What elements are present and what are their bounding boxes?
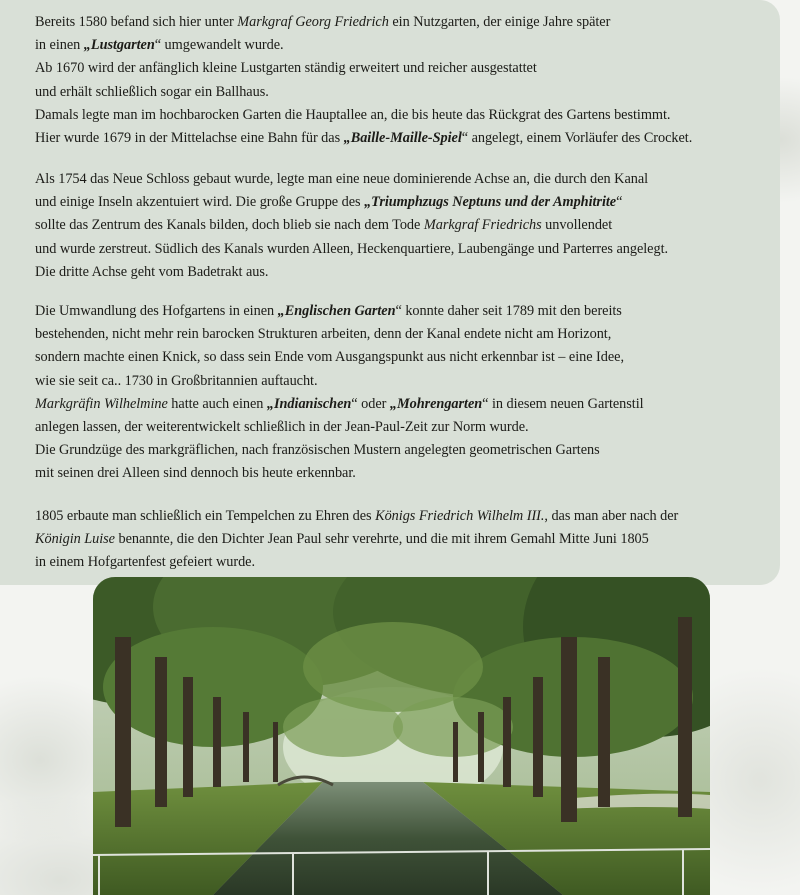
text-span: “ oder <box>351 395 390 412</box>
text-emphasis: „Baille-Maille-Spiel <box>343 130 462 147</box>
text-span: unvollendet <box>541 217 613 234</box>
text-line <box>35 34 780 57</box>
text-line: sondern machte einen Knick, so dass sein Ende vom Ausgangspunkt aus nicht erkennbar ist – eine Idee, <box>35 349 624 366</box>
text-line <box>35 528 780 551</box>
text-span: hatte auch einen <box>167 395 267 412</box>
text-line: Als 1754 das Neue Schloss gebaut wurde, legte man eine neue dominierende Achse an, die durch den Kanal <box>35 171 649 187</box>
garden-canal-illustration <box>93 577 710 895</box>
paragraph-history-1789 <box>35 300 780 486</box>
text-line: wie sie seit ca.. 1730 in Großbritannien auftaucht. <box>35 372 318 389</box>
text-span: und einige Inseln akzentuiert wird. Die große Gruppe des <box>35 194 365 211</box>
text-span: 1805 erbaute man schließlich ein Tempelchen zu Ehren des <box>35 508 376 524</box>
paragraph-history-1805 <box>35 505 780 575</box>
text-emphasis: „Lustgarten <box>83 37 155 54</box>
text-line: und erhält schließlich sogar ein Ballhaus. <box>35 83 269 100</box>
text-line <box>35 11 780 34</box>
text-span: Bereits 1580 befand sich hier unter <box>35 14 238 30</box>
text-emphasis: „Triumphzugs Neptuns und der Amphitrite <box>364 194 617 211</box>
text-emphasis: „Mohrengarten <box>389 395 483 412</box>
text-emphasis: Königs Friedrich Wilhelm III. <box>375 508 545 524</box>
text-span: Hier wurde 1679 in der Mittelachse eine Bahn für das <box>35 130 344 147</box>
text-span: sollte das Zentrum des Kanals bilden, doch blieb sie nach dem Tode <box>35 217 424 234</box>
text-line: in einem Hofgartenfest gefeiert wurde. <box>35 554 256 571</box>
text-span: “ umgewandelt wurde. <box>154 37 284 54</box>
text-line: Die dritte Achse geht vom Badetrakt aus. <box>35 263 269 280</box>
text-line: Damals legte man im hochbarocken Garten die Hauptallee an, die bis heute das Rückgrat des Gartens bestimmt. <box>35 106 671 123</box>
text-span: Die Umwandlung des Hofgartens in einen <box>35 303 278 319</box>
text-line <box>35 127 780 150</box>
text-line <box>35 214 780 237</box>
text-line <box>35 300 780 323</box>
text-emphasis: Markgraf Georg Friedrich <box>237 14 389 30</box>
text-span: benannte, die den Dichter Jean Paul sehr verehrte, und die mit ihrem Gemahl Mitte Juni 1805 <box>114 531 649 548</box>
text-emphasis: Königin Luise <box>35 531 115 548</box>
text-line: Ab 1670 wird der anfänglich kleine Lustgarten ständig erweitert und reicher ausgestattet <box>35 60 537 77</box>
text-emphasis: „Englischen Garten <box>277 303 396 319</box>
text-line <box>35 191 780 214</box>
text-span: ein Nutzgarten, der einige Jahre später <box>388 14 611 30</box>
text-span: “ konnte daher seit 1789 mit den bereits <box>395 303 622 319</box>
text-span: “ <box>616 194 623 211</box>
text-line: Die Grundzüge des markgräflichen, nach französischen Mustern angelegten geometrischen Gartens <box>35 442 600 459</box>
paragraph-history-1580 <box>35 11 780 150</box>
text-line: anlegen lassen, der weiterentwickelt schließlich in der Jean-Paul-Zeit zur Norm wurde. <box>35 419 529 436</box>
text-emphasis: „Indianischen <box>266 395 352 412</box>
text-line: mit seinen drei Alleen sind dennoch bis heute erkennbar. <box>35 465 356 482</box>
text-span: in einen <box>35 37 84 54</box>
text-span: , das man aber nach der <box>544 508 679 524</box>
text-emphasis: Markgräfin Wilhelmine <box>35 395 168 412</box>
text-line: und wurde zerstreut. Südlich des Kanals wurden Alleen, Heckenquartiere, Laubengänge und Parterres angelegt. <box>35 240 669 257</box>
text-line: bestehenden, nicht mehr rein barocken Strukturen arbeiten, denn der Kanal endete nicht am Horizont, <box>35 326 612 343</box>
text-emphasis: Markgraf Friedrichs <box>423 217 542 234</box>
garden-canal-photo <box>93 577 710 895</box>
text-span: “ in diesem neuen Gartenstil <box>482 395 644 412</box>
text-span: “ angelegt, einem Vorläufer des Crocket. <box>461 130 693 147</box>
text-line <box>35 505 780 528</box>
text-line <box>35 393 780 416</box>
paragraph-history-1754 <box>35 168 780 284</box>
